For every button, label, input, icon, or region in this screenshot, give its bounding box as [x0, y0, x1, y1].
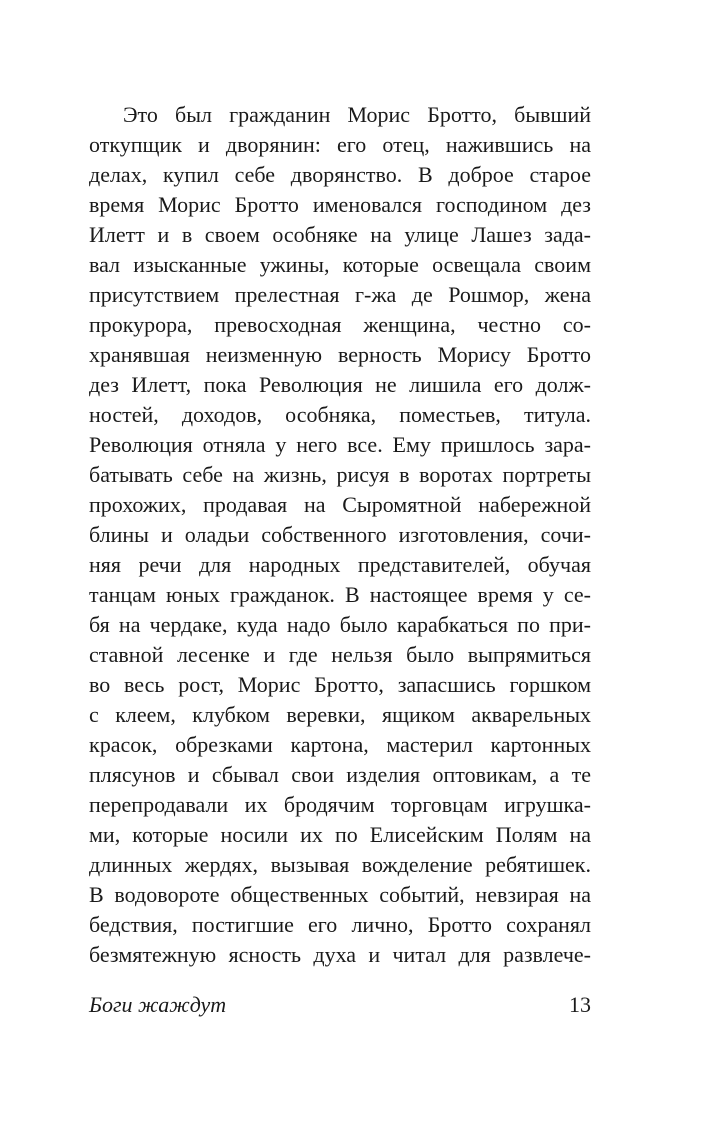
text-line: хранявшая неизменную верность Морису Бротто — [89, 342, 591, 367]
body-text — [89, 100, 591, 970]
text-line: бедствия, постигшие его лично, Бротто сохранял — [89, 912, 591, 937]
text-line: во весь рост, Морис Бротто, запасшись горшком — [89, 672, 591, 697]
text-line: прохожих, продавая на Сыромятной набережной — [89, 492, 591, 517]
text-line: присутствием прелестная г-жа де Рошмор, жена — [89, 282, 591, 307]
text-line: ставной лесенке и где нельзя было выпрямиться — [89, 642, 591, 667]
text-line: прокурора, превосходная женщина, честно со- — [89, 312, 591, 337]
text-line: батывать себе на жизнь, рисуя в воротах портреты — [89, 462, 591, 487]
text-line: танцам юных гражданок. В настоящее время у се- — [89, 582, 591, 607]
text-line: время Морис Бротто именовался господином дез — [89, 192, 591, 217]
text-line: делах, купил себе дворянство. В доброе старое — [89, 162, 591, 187]
text-line: красок, обрезками картона, мастерил картонных — [89, 732, 591, 757]
text-line: блины и оладьи собственного изготовления, сочи- — [89, 522, 591, 547]
running-title: Боги жаждут — [89, 992, 227, 1017]
page-footer — [89, 990, 591, 1020]
text-line: откупщик и дворянин: его отец, нажившись на — [89, 132, 591, 157]
text-line: перепродавали их бродячим торговцам игрушка- — [89, 792, 591, 817]
text-line: няя речи для народных представителей, обучая — [89, 552, 591, 577]
page-number: 13 — [569, 992, 591, 1017]
text-line: В водовороте общественных событий, невзирая на — [89, 882, 591, 907]
text-line: ми, которые носили их по Елисейским Полям на — [89, 822, 591, 847]
text-line: Илетт и в своем особняке на улице Лашез зада- — [89, 222, 591, 247]
text-line: Это был гражданин Морис Бротто, бывший — [123, 102, 591, 127]
text-line: дез Илетт, пока Революция не лишила его долж- — [89, 372, 591, 397]
text-line: плясунов и сбывал свои изделия оптовикам, а те — [89, 762, 591, 787]
text-line: бя на чердаке, куда надо было карабкаться по при- — [89, 612, 591, 637]
text-line: ностей, доходов, особняка, поместьев, титула. — [89, 402, 591, 427]
text-line: с клеем, клубком веревки, ящиком акварельных — [89, 702, 591, 727]
text-line: длинных жердях, вызывая вожделение ребятишек. — [89, 852, 591, 877]
text-line: Революция отняла у него все. Ему пришлось зара- — [89, 432, 591, 457]
text-line: безмятежную ясность духа и читал для развлече- — [89, 942, 591, 967]
text-line: вал изысканные ужины, которые освещала своим — [89, 252, 591, 277]
